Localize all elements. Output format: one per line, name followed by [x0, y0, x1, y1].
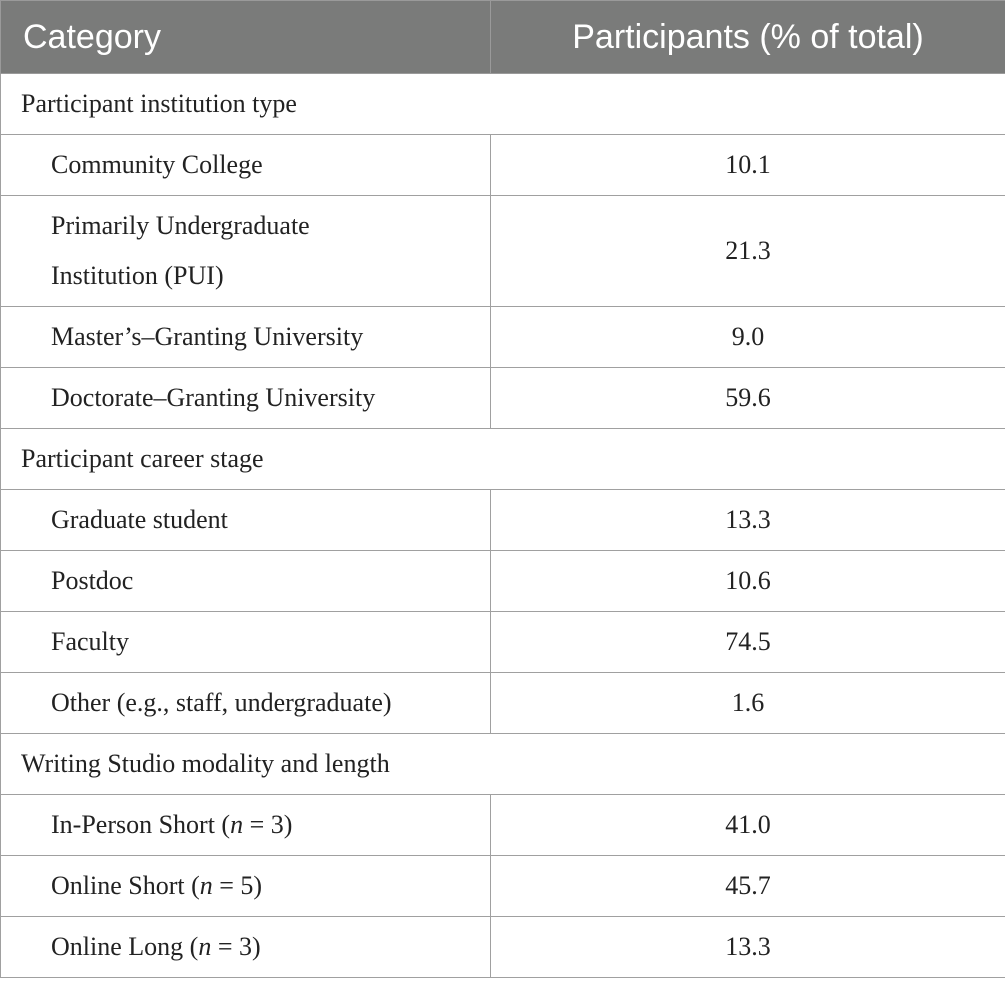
table-row [1, 917, 1005, 978]
row-label-text: Online Short ( [51, 871, 200, 900]
table-row [1, 307, 1005, 368]
row-value: 13.3 [491, 490, 1005, 551]
row-label: Master’s–Granting University [1, 307, 491, 368]
row-label-text: Online Long ( [51, 932, 199, 961]
group-row-modality-length [1, 734, 1005, 795]
table-row [1, 612, 1005, 673]
row-value: 9.0 [491, 307, 1005, 368]
row-label [1, 917, 491, 978]
n-symbol: n [199, 871, 213, 900]
row-value: 10.1 [491, 135, 1005, 196]
n-symbol: n [230, 810, 244, 839]
row-value: 10.6 [491, 551, 1005, 612]
header-participants: Participants (% of total) [491, 1, 1005, 74]
table-row [1, 196, 1005, 307]
header-category: Category [1, 1, 491, 74]
group-title: Participant career stage [1, 429, 1005, 490]
row-value: 1.6 [491, 673, 1005, 734]
row-label [1, 795, 491, 856]
row-value: 21.3 [491, 196, 1005, 307]
row-label: Doctorate–Granting University [1, 368, 491, 429]
group-title: Writing Studio modality and length [1, 734, 1005, 795]
table-row [1, 368, 1005, 429]
header-row [1, 1, 1005, 74]
row-label: Community College [1, 135, 491, 196]
row-label: Other (e.g., staff, undergraduate) [1, 673, 491, 734]
n-symbol: n [198, 932, 212, 961]
row-label [1, 856, 491, 917]
row-value: 41.0 [491, 795, 1005, 856]
table-row [1, 673, 1005, 734]
group-title: Participant institution type [1, 74, 1005, 135]
row-value: 13.3 [491, 917, 1005, 978]
row-label: Faculty [1, 612, 491, 673]
group-row-career-stage [1, 429, 1005, 490]
table-row [1, 551, 1005, 612]
row-label-line2: Institution (PUI) [51, 261, 224, 290]
table-row [1, 490, 1005, 551]
row-value: 45.7 [491, 856, 1005, 917]
row-label-line1: Primarily Undergraduate [51, 211, 310, 240]
group-row-institution-type [1, 74, 1005, 135]
row-label: Graduate student [1, 490, 491, 551]
table-row [1, 135, 1005, 196]
table-row [1, 856, 1005, 917]
row-value: 74.5 [491, 612, 1005, 673]
table-row [1, 795, 1005, 856]
row-value: 59.6 [491, 368, 1005, 429]
n-value: = 3) [243, 810, 293, 839]
n-value: = 3) [211, 932, 261, 961]
n-value: = 5) [212, 871, 263, 900]
row-label-text: In-Person Short ( [51, 810, 231, 839]
row-label [1, 196, 491, 307]
row-label: Postdoc [1, 551, 491, 612]
